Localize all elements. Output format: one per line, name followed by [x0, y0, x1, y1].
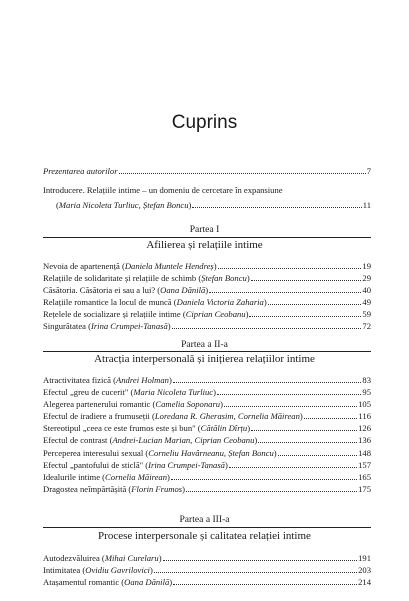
entry-author: Oana Dănilă [160, 285, 206, 296]
toc-entry [43, 374, 371, 386]
dot-leader [218, 262, 362, 269]
entry-title: Relațiile de solidaritate și relațiile de schimb (Ștefan Boncu) [43, 273, 250, 284]
page-number: 157 [358, 459, 371, 470]
page-number: 175 [358, 483, 371, 494]
entry-title: Relațiile romantice la locul de muncă (Daniela Victoria Zaharia) [43, 297, 267, 308]
toc-entry [43, 410, 371, 422]
entry-author: Cătălin Dîrțu [200, 423, 248, 434]
toc-intro-line-2 [43, 199, 371, 211]
entry-title: Dragostea neîmpărtășită (Florin Frumos) [43, 483, 186, 494]
page-number: 59 [362, 309, 371, 320]
page-number: 72 [362, 321, 371, 332]
page-number: 165 [358, 471, 371, 482]
part-2-label: Partea a II-a [181, 339, 228, 350]
dot-leader [258, 436, 357, 443]
entry-author: Maria Nicoleta Turliuc [133, 387, 214, 398]
entry-title: Efectul „pantofului de sticlă" (Irina Crumpei-Tanasă) [43, 459, 228, 470]
dot-leader [119, 167, 366, 174]
dot-leader [229, 461, 357, 468]
entry-author: Ștefan Boncu [201, 273, 247, 284]
entry-title: Alegerea partenerului romantic (Camelia Soponaru) [43, 399, 223, 410]
toc-entry [43, 386, 371, 398]
entry-title: Perceperea interesului sexual (Corneliu Havârneanu, Ștefan Boncu) [43, 447, 277, 458]
toc-entry [43, 260, 371, 272]
page-number: 136 [358, 435, 371, 446]
toc-entry [43, 576, 371, 588]
page-number: 148 [358, 447, 371, 458]
entry-author: Irina Crumpei-Tanasă [90, 321, 168, 332]
entry-title: Căsătoria. Căsătoria ei sau a lui? (Oana Dănilă) [43, 285, 209, 296]
entry-author: Loredana R. Gherasim, Cornelia Măirean [154, 411, 300, 422]
dot-leader [171, 473, 357, 480]
part-3-heading: Procese interpersonale și calitatea relației intime [98, 530, 311, 542]
toc-entry [43, 552, 371, 564]
toc-entry [43, 296, 371, 308]
intro-line-2: (Maria Nicoleta Turliuc, Ștefan Boncu) [56, 200, 192, 210]
entry-author: Mihai Curelaru [104, 553, 159, 563]
part-3-label: Partea a III-a [179, 514, 230, 525]
entry-title: Autodezvăluirea (Mihai Curelaru) [43, 553, 162, 563]
page-title: Cuprins [171, 112, 238, 133]
entry-author: Daniela Muntele Hendreș [124, 261, 214, 271]
page-number: 126 [358, 423, 371, 434]
toc-entry [43, 320, 371, 332]
entry-author: Camelia Soponaru [155, 399, 221, 410]
dot-leader [186, 485, 357, 492]
toc-entry [43, 434, 371, 446]
toc-entry [43, 272, 371, 284]
entry-author: Cornelia Măirean [105, 471, 168, 482]
page-number: 7 [366, 166, 371, 176]
page-number: 105 [358, 399, 371, 410]
page-number: 19 [362, 261, 371, 271]
toc-entry [43, 459, 371, 471]
toc-entry [43, 483, 371, 495]
entry-title: Atașamentul romantic (Oana Dănilă) [43, 577, 173, 588]
entry-title: Efectul „greu de cucerit" (Maria Nicoleta Turliuc) [43, 387, 216, 398]
entry-author: Corneliu Havârneanu, Ștefan Boncu [148, 447, 274, 458]
entry-title: Singurătatea (Irina Crumpei-Tanasă) [43, 321, 171, 332]
page-number: 116 [358, 411, 371, 422]
entry-author: Andrei-Lucian Marian, Ciprian Ceobanu [112, 435, 255, 446]
dot-leader [154, 566, 357, 573]
toc-entry [43, 422, 371, 434]
intro-line-1: Introducere. Relațiile intime – un domeniu de cercetare în expansiune [43, 185, 283, 195]
dot-leader [172, 322, 362, 329]
dot-leader [224, 400, 357, 407]
toc-entry [43, 308, 371, 320]
page-number: 191 [358, 553, 371, 563]
dot-leader [217, 388, 361, 395]
toc-entry [43, 447, 371, 459]
toc-entry [43, 398, 371, 410]
part-1-heading: Afilierea și relațiile intime [146, 239, 263, 251]
dot-leader [278, 449, 357, 456]
page-number: 83 [362, 375, 371, 385]
toc-entry [43, 471, 371, 483]
toc-preface [43, 165, 371, 177]
dot-leader [173, 376, 362, 383]
entry-author: Irina Crumpei-Tanasă [148, 459, 225, 470]
entry-author: Andrei Holman [116, 375, 169, 385]
part-3-rule [43, 527, 371, 528]
page-number: 214 [358, 577, 371, 588]
entry-title: Nevoia de apartenență (Daniela Muntele Hendreș) [43, 261, 217, 271]
entry-title: Intimitatea (Ovidiu Gavrilovici) [43, 565, 153, 576]
dot-leader [249, 310, 361, 317]
toc-entry [43, 564, 371, 576]
preface-title: Prezentarea autorilor [43, 166, 118, 176]
dot-leader [251, 274, 362, 281]
dot-leader [268, 298, 362, 305]
page-number: 40 [362, 285, 371, 296]
dot-leader [173, 578, 357, 585]
part-2-entries [43, 374, 371, 495]
page-number: 203 [358, 565, 371, 576]
part-2-heading: Atracția interpersonală și inițierea relațiilor intime [94, 353, 315, 365]
part-2-rule [43, 351, 371, 352]
dot-leader [163, 554, 358, 561]
part-1-label: Partea I [189, 224, 220, 235]
dot-leader [251, 424, 357, 431]
entry-title: Rețelele de socializare și relațiile intime (Ciprian Ceobanu) [43, 309, 249, 320]
entry-title: Atractivitatea fizică (Andrei Holman) [43, 375, 172, 385]
part-1-rule [43, 237, 371, 238]
page-number: 11 [362, 200, 371, 210]
page-number: 29 [362, 273, 371, 284]
part-1-entries [43, 260, 371, 333]
entry-author: Oana Dănilă [124, 577, 170, 588]
entry-author: Ciprian Ceobanu [185, 309, 246, 320]
dot-leader [304, 412, 358, 419]
entry-title: Efectul de iradiere a frumuseții (Loredana R. Gherasim, Cornelia Măirean) [43, 411, 303, 422]
dot-leader [209, 286, 361, 293]
entry-title: Idealurile intime (Cornelia Măirean) [43, 471, 170, 482]
page-number: 95 [362, 387, 371, 398]
dot-leader [192, 201, 361, 208]
toc-entry [43, 284, 371, 296]
entry-title: Efectul de contrast (Andrei-Lucian Marian, Ciprian Ceobanu) [43, 435, 258, 446]
entry-author: Daniela Victoria Zaharia [176, 297, 264, 308]
entry-author: Florin Frumos [131, 483, 183, 494]
page-number: 49 [362, 297, 371, 308]
part-3-entries [43, 552, 371, 588]
entry-title: Stereotipul „ceea ce este frumos este și bun" (Cătălin Dîrțu) [43, 423, 251, 434]
entry-author: Ovidiu Gavrilovici [85, 565, 150, 576]
